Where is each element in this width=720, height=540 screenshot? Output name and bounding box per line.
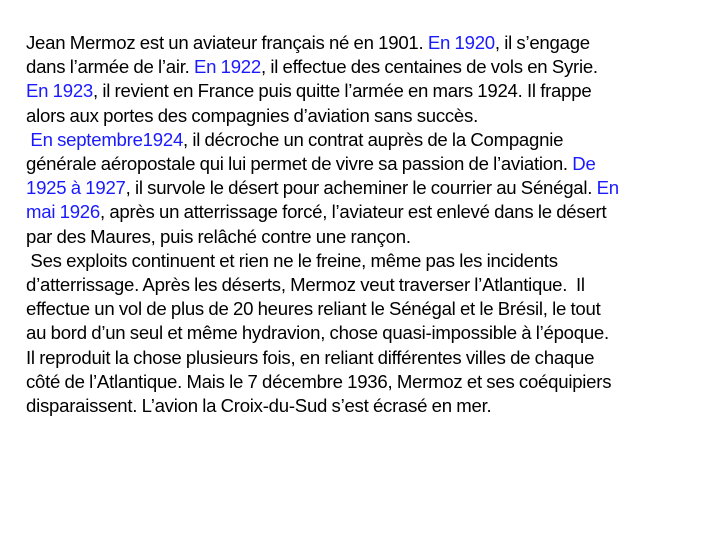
text-line (26, 31, 716, 55)
text-run: au bord d’un seul et même hydravion, chose quasi-impossible à l’époque. (26, 322, 609, 344)
text-line (26, 297, 716, 321)
text-run: générale aéropostale qui lui permet de vivre sa passion de l’aviation. (26, 153, 573, 175)
text-line (26, 370, 716, 394)
text-run: Jean Mermoz est un aviateur français né en 1901. (26, 32, 428, 53)
text-run: d’atterrissage. Après les déserts, Mermoz veut traverser l’Atlantique. Il (26, 274, 585, 296)
text-line (26, 104, 716, 128)
highlighted-date: En septembre1924 (30, 128, 184, 150)
text-run: effectue un vol de plus de 20 heures reliant le Sénégal et le Brésil, le tout (26, 298, 601, 320)
highlighted-date: De (572, 153, 596, 175)
text-run: , il survole le désert pour acheminer le courrier au Sénégal. (125, 177, 597, 199)
highlighted-date: En 1922 (193, 56, 261, 78)
text-line (26, 394, 716, 418)
text-line (26, 79, 716, 103)
highlighted-date: En (596, 177, 619, 199)
text-line (26, 249, 716, 273)
text-run: , après un atterrissage forcé, l’aviateur est enlevé dans le désert (100, 201, 607, 223)
text-line (26, 273, 716, 297)
text-line (26, 176, 716, 200)
text-line (26, 55, 716, 79)
text-run: , il revient en France puis quitte l’armée en mars 1924. Il frappe (93, 80, 592, 102)
text-line (26, 321, 716, 345)
text-run: , il effectue des centaines de vols en Syrie. (260, 56, 598, 78)
text-run: dans l’armée de l’air. (26, 56, 194, 78)
text-run: alors aux portes des compagnies d’aviation sans succès. (26, 104, 478, 126)
text-line (26, 152, 716, 176)
highlighted-date: mai 1926 (26, 201, 100, 223)
text-line (26, 200, 716, 224)
text-run: , il décroche un contrat auprès de la Compagnie (183, 128, 564, 150)
document-body (26, 31, 716, 418)
text-run: par des Maures, puis relâché contre une rançon. (26, 225, 411, 247)
text-run: côté de l’Atlantique. Mais le 7 décembre 1936, Mermoz et ses coéquipiers (26, 370, 612, 392)
text-run: Ses exploits continuent et rien ne le freine, même pas les incidents (26, 249, 558, 271)
highlighted-date: En 1923 (26, 80, 94, 102)
highlighted-date: En 1920 (427, 32, 495, 53)
highlighted-date: 1925 à 1927 (26, 177, 126, 199)
text-line (26, 346, 716, 370)
text-run: disparaissent. L’avion la Croix-du-Sud s’est écrasé en mer. (26, 395, 492, 417)
text-line (26, 128, 716, 152)
text-run: , il s’engage (494, 32, 590, 53)
text-line (26, 225, 716, 249)
text-run: Il reproduit la chose plusieurs fois, en reliant différentes villes de chaque (26, 346, 595, 368)
